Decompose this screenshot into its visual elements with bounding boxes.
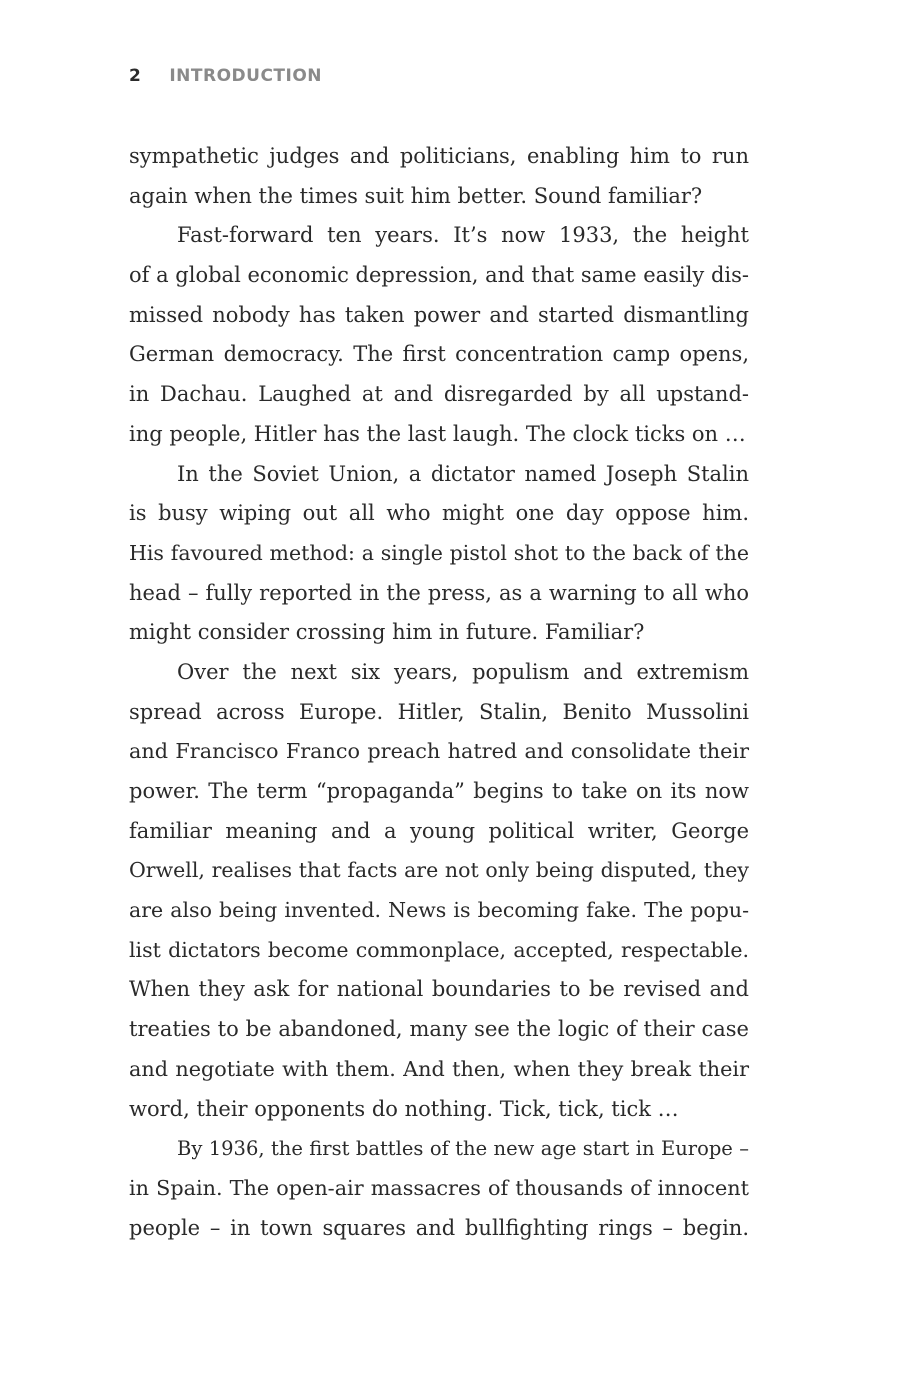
text-line: Fast-forward ten years. It’s now 1933, the height bbox=[177, 223, 749, 248]
text-line: in Dachau. Laughed at and disregarded by all upstand- bbox=[129, 382, 749, 407]
body-text bbox=[129, 137, 749, 1248]
text-line: spread across Europe. Hitler, Stalin, Benito Mussolini bbox=[129, 699, 749, 724]
text-line: By 1936, the first battles of the new age start in Europe – bbox=[177, 1137, 749, 1161]
page-number: 2 bbox=[129, 66, 142, 86]
text-line: When they ask for national boundaries to be revised and bbox=[129, 977, 749, 1002]
text-line: again when the times suit him better. Sound familiar? bbox=[129, 183, 703, 208]
section-title: INTRODUCTION bbox=[169, 66, 323, 86]
text-line: His favoured method: a single pistol shot to the back of the bbox=[129, 540, 749, 565]
running-head bbox=[129, 66, 322, 86]
text-line: word, their opponents do nothing. Tick, tick, tick … bbox=[129, 1096, 679, 1121]
text-line: missed nobody has taken power and started dismantling bbox=[129, 302, 749, 327]
text-line: sympathetic judges and politicians, enabling him to run bbox=[129, 144, 749, 168]
text-line: list dictators become commonplace, accepted, respectable. bbox=[129, 937, 749, 962]
text-line: are also being invented. News is becoming fake. The popu- bbox=[129, 898, 749, 923]
text-line: familiar meaning and a young political writer, George bbox=[129, 818, 749, 843]
text-line: head – fully reported in the press, as a warning to all who bbox=[129, 580, 749, 605]
text-line: is busy wiping out all who might one day oppose him. bbox=[129, 501, 749, 526]
text-line: ing people, Hitler has the last laugh. The clock ticks on … bbox=[129, 421, 746, 446]
text-line: Over the next six years, populism and extremism bbox=[177, 659, 749, 684]
text-line: of a global economic depression, and that same easily dis- bbox=[129, 263, 749, 288]
text-line: in Spain. The open-air massacres of thousands of innocent bbox=[129, 1175, 749, 1200]
text-line: people – in town squares and bullfighting rings – begin. bbox=[129, 1215, 749, 1240]
text-line: Orwell, realises that facts are not only being disputed, they bbox=[129, 858, 749, 883]
text-line: power. The term “propaganda” begins to take on its now bbox=[129, 779, 749, 803]
text-line: and Francisco Franco preach hatred and consolidate their bbox=[129, 739, 749, 764]
text-line: treaties to be abandoned, many see the logic of their case bbox=[129, 1017, 749, 1042]
text-line: In the Soviet Union, a dictator named Joseph Stalin bbox=[177, 461, 749, 486]
text-line: might consider crossing him in future. Familiar? bbox=[129, 620, 645, 645]
text-line: German democracy. The first concentration camp opens, bbox=[129, 342, 749, 367]
text-line: and negotiate with them. And then, when they break their bbox=[129, 1056, 749, 1081]
